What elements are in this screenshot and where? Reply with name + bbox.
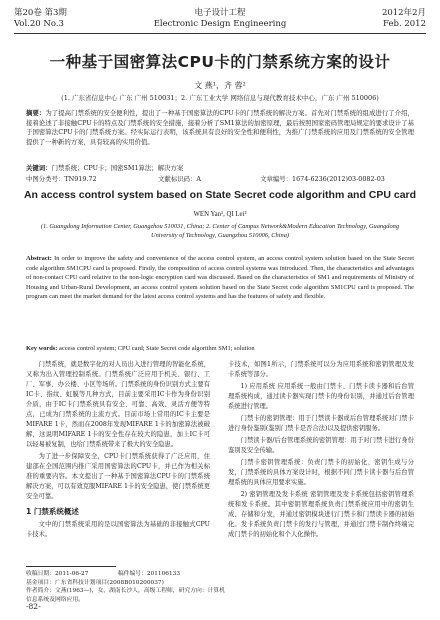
article-number: 文章编号：1674-6236(2012)03-0082-03 — [260, 175, 385, 183]
cn-abstract-text: 为了提高门禁系统的安全便利性，提出了一种基于国密算法的CPU卡的门禁系统的解决方案。首先对门禁系统的组成进行了介绍，接着论述了非接触CPU卡的特点及门禁系统的安全措施，接着分析了SM1算法的加密原理，最后按照国家密码管理局规定的要求设计了基于国密算法CPU卡的门禁系统方案。经实际运行表明，该系统具有良好的安全性和便利性，为推广门禁系统的应用及门禁系统的安全管理提供了一种新的方案，具有较高的实用价值。 — [26, 109, 414, 146]
body-paragraph: 文中的门禁系统采用的是以国密算法为基础的非接触式CPU卡技术。 — [26, 521, 210, 538]
section-heading: 1 门禁系统概述 — [26, 507, 79, 516]
body-paragraph: 为了进一步保障安全，CPU卡门禁系统获得了广泛应用，住建部在全国范围内推广采用国密算法的CPU卡，并已作为相关标准的重要内容。本文提出了一种基于国密算法CPU卡的门禁系统解决方案，可以有效克服MIFARE 1卡的安全隐患，使门禁系统更安全可靠。 — [26, 453, 210, 500]
cn-classification — [26, 174, 414, 183]
body-paragraph: 门禁读卡器/后台管理系统的密钥管理：用于对门禁卡进行身份鉴别及安全传输。 — [228, 437, 414, 454]
en-keywords-label: Key words: — [26, 345, 58, 352]
english-title: An access control system based on State Secret code algorithm and CPU card — [23, 189, 417, 201]
header-volume: 第20卷 第3期 Vol.20 No.3 — [14, 8, 67, 29]
body-paragraph: 2) 密钥管理及发卡系统 密钥管理及发卡系统包括密钥管理系统和发卡系统。其中密钥管理系统负责门禁系统应用中的密钥生成、存储和分发，并通过密钥模块进行门禁卡和门禁读卡器的初始化。发卡系统负责门禁卡的发行与管理，并通过门禁卡制作终端完成门禁卡的初始化和个人化操作。 — [228, 491, 414, 538]
body-right-column — [228, 360, 414, 542]
en-keywords-text: access control system; CPU card; State Secret code algorithm SM1; solution — [59, 345, 255, 352]
cn-keywords — [26, 163, 414, 172]
footnote-tag: 稿件编号：201106133 — [117, 571, 181, 577]
en-abstract-text: In order to improve the safety and convenience of the access control system, an access control system solution based on the State Secret code algorithm SM1CPU card is proposed. Firstly, the composition of access control systems was introduced. Then, the characteristics and advantages of non-contact CPU card relative to the non-logic encryption card was discussed. Based on the characteristics of SM1 and requirements of Ministry of Housing and Urban-Rural Development, an access control system solution based on the State Secret code algorithm SM1CPU card is proposed. The program can meet the market demand for the latest access control systems and has the features of safety and flexible. — [26, 255, 414, 301]
paper-authors: 文 燕¹，齐 蓉² — [194, 81, 246, 90]
body-paragraph: 门禁卡密钥管理系统：负责门禁卡的初始化、密钥生成与分发，门禁系统的具体方案设计时，根据不同门禁卡读卡器与后台管理系统的具体应用要求实施。 — [228, 459, 414, 486]
body-left-column — [26, 360, 210, 542]
header-journal: 电子设计工程 Electronic Design Engineering — [153, 8, 287, 29]
english-affiliation: (1. Guangdong Information Center, Guangzhou 510031, China; 2. Center of Campus Network&Modern Education Technology, Guangdong University of Technology, Guangzhou 510006, China) — [40, 223, 400, 239]
body-paragraph: 卡技术，如图1所示，门禁系统可以分为应用系统和密钥管理及发卡系统等部分。 — [228, 361, 414, 378]
english-authors: WEN Yan¹, QI Lei² — [193, 211, 247, 218]
footnotes — [26, 570, 226, 604]
body-paragraph: 门禁卡的密钥管理：用于门禁读卡器或后台管理系统对门禁卡进行身份鉴别(鉴别门禁卡是否合法)以及提供密钥服务。 — [228, 415, 414, 432]
body-paragraph: 门禁系统，就是数字化的对人员出入进行管理的智能化系统，又称为出入管理控制系统。门禁系统广泛应用于机关、银行、工厂、军事、办公楼、小区等场所。门禁系统的身份识别方式主要有IC卡、指纹、虹膜等几种方式，目前主要采用IC卡作为身份识别介质，由于IC卡门禁系统具有安全、可靠、高效、灵活方便等特点，已成为门禁系统的主流方式。目前市场上常用的IC卡主要是MIFARE 1卡，然而在2008年发现MIFARE 1卡的加密算法被破解，这说明MIFARE 1卡的安全性存在较大的隐患，加上IC卡可以轻易被复制，也给门禁系统带来了极大的安全隐患。 — [26, 361, 210, 448]
footnote-dates — [26, 570, 226, 579]
header-date: 2012年2月 Feb. 2012 — [381, 8, 426, 29]
footnote-received: 收稿日期：2011-06-27 — [26, 571, 89, 577]
footnote-author: 作者简介：文燕(1963—)，女，湖南长沙人，高级工程师，研究方向：计算机信息系统及网络应用。 — [26, 588, 225, 603]
page-number: -82- — [26, 602, 41, 611]
cn-abstract-label: 摘要： — [26, 109, 46, 117]
english-keywords — [26, 345, 414, 352]
en-abstract-label: Abstract: — [26, 255, 52, 262]
body-paragraph: 1) 应用系统 应用系统一般由门禁卡、门禁卡读卡器和后台管理系统构成，通过读卡器实现门禁卡的身份识别，并通过后台管理系统进行管理。 — [228, 383, 414, 410]
footnote-fund: 基金项目：广东省科技计划项目(2008B010200037) — [26, 579, 164, 586]
cn-keywords-label: 关键词： — [26, 164, 52, 172]
header-rule — [14, 33, 426, 34]
paper-affiliation: (1. 广东省信息中心 广东 广州 510031；2. 广东工业大学 网络信息与现代教育技术中心，广东 广州 510006) — [61, 94, 379, 102]
cn-keywords-text: 门禁系统；CPU卡；国密SM1算法；解决方案 — [51, 164, 184, 172]
doc-code: 文献标识码：A — [158, 175, 202, 183]
english-abstract — [26, 254, 414, 302]
class-number: 中图分类号：TN919.72 — [26, 175, 97, 183]
footnote-rule — [26, 566, 116, 567]
running-header — [14, 8, 426, 32]
paper-title: 一种基于国密算法CPU卡的门禁系统方案的设计 — [49, 53, 391, 71]
cn-abstract — [26, 109, 414, 147]
